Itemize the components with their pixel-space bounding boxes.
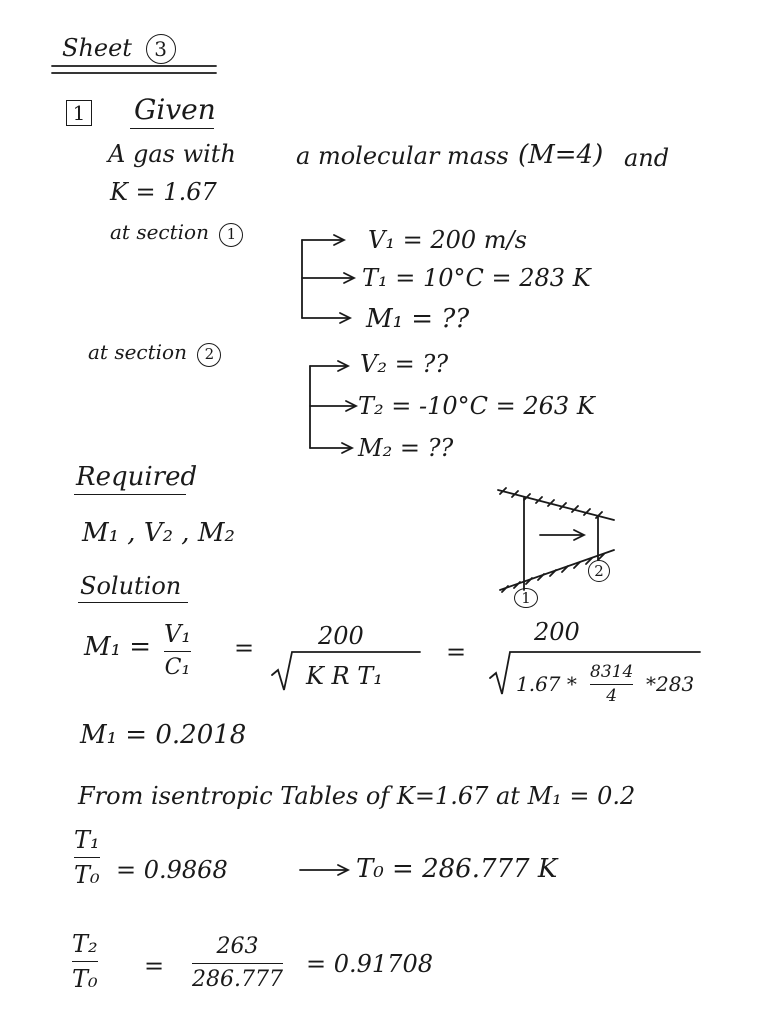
ratio1-value: = 0.9868	[116, 856, 228, 884]
ratio-t2-over-t0: T₂ T₀	[72, 930, 98, 993]
eq1-lhs: M₁ =	[84, 632, 152, 662]
statement-k-value: K = 1.67	[110, 178, 217, 206]
problem-number-box: 1	[66, 100, 92, 126]
required-heading: Required	[76, 462, 198, 492]
sheet-title: Sheet 3	[62, 34, 176, 64]
section1-velocity: V₁ = 200 m/s	[368, 226, 527, 254]
eq1-f2-denominator: K R T₁	[306, 662, 383, 690]
ratio2-fraction: 263 286.777	[192, 934, 283, 992]
ratio2-equals: =	[144, 952, 165, 980]
solution-heading: Solution	[80, 572, 182, 600]
eq1-f3-numerator: 200	[534, 618, 580, 646]
ratio-t1-over-t0: T₁ T₀	[74, 826, 100, 889]
eq1-equals-a: =	[234, 634, 255, 662]
section2-label: at section 2	[88, 342, 221, 367]
isentropic-tables-line: From isentropic Tables of K=1.67 at M₁ = 0.2	[78, 782, 636, 810]
eq1-equals-b: =	[446, 638, 467, 666]
section2-velocity: V₂ = ??	[360, 350, 449, 378]
ratio2-value: = 0.91708	[306, 950, 433, 978]
eq1-f3-den-a: 1.67 *	[516, 672, 577, 696]
statement-molar-mass: (M=4)	[518, 140, 604, 170]
sketch-section2-label: 2	[588, 560, 610, 582]
eq1-fraction-v-over-c: V₁ C₁	[164, 620, 191, 680]
section2-temperature: T₂ = -10°C = 263 K	[358, 392, 595, 420]
sketch-section1-label: 1	[514, 588, 538, 608]
given-underline	[130, 128, 214, 129]
statement-line1-b: a molecular mass	[296, 142, 509, 170]
section1-temperature: T₁ = 10°C = 283 K	[362, 264, 591, 292]
required-items: M₁ , V₂ , M₂	[82, 518, 235, 548]
required-underline	[74, 494, 186, 495]
result-m1: M₁ = 0.2018	[80, 720, 247, 750]
eq1-f2-numerator: 200	[318, 622, 364, 650]
statement-line1-a: A gas with	[108, 140, 236, 168]
stagnation-temperature-result: T₀ = 286.777 K	[356, 854, 558, 884]
given-heading: Given	[134, 93, 216, 126]
sheet-number-circle: 3	[146, 34, 176, 64]
solution-underline	[78, 602, 188, 603]
section1-mach: M₁ = ??	[366, 304, 470, 334]
section2-mach: M₂ = ??	[358, 434, 454, 462]
eq1-f3-den-c: *283	[646, 672, 695, 696]
statement-and: and	[624, 144, 670, 172]
section1-label: at section 1	[110, 222, 243, 247]
eq1-f3-gas-constant: 8314 4	[590, 662, 634, 706]
